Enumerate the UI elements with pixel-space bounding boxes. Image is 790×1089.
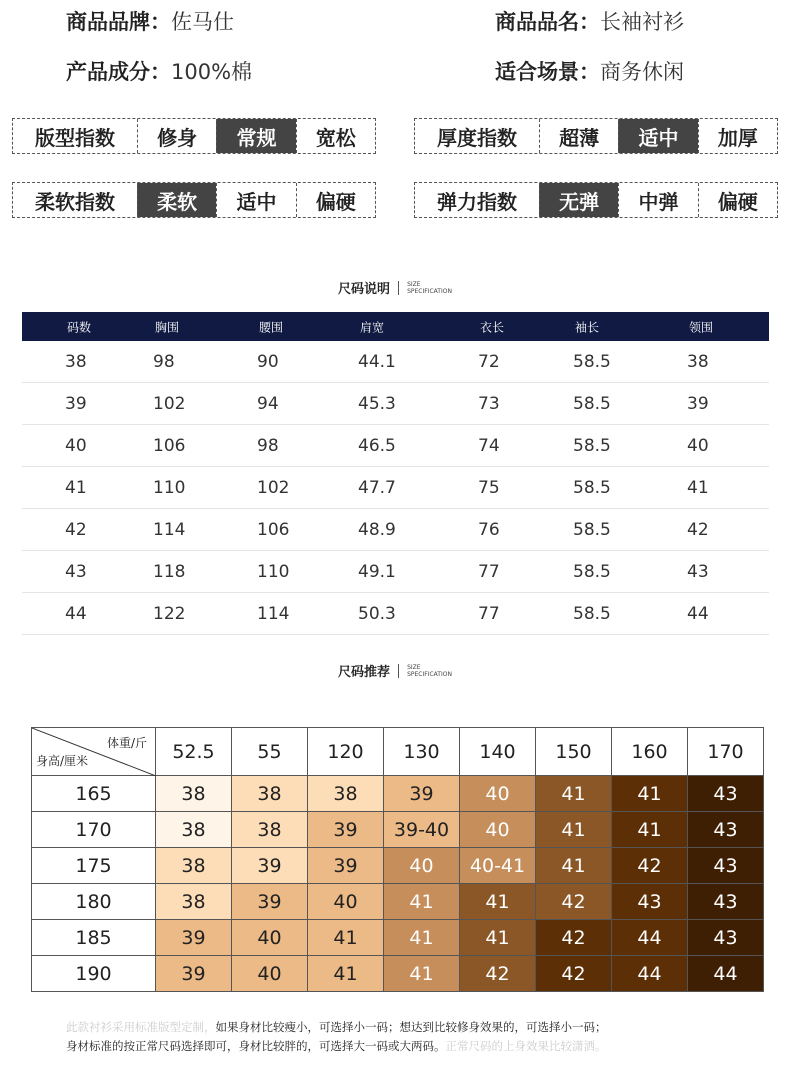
spec-header-cell: 袖长 xyxy=(575,320,600,334)
spec-cell: 106 xyxy=(257,519,290,540)
spec-cell: 75 xyxy=(478,477,500,498)
spec-cell: 45.3 xyxy=(358,393,396,414)
index-option: 常规 xyxy=(216,119,295,153)
info-value: 佐马仕 xyxy=(171,10,234,34)
note-text: 正常尺码的上身效果比较潇洒。 xyxy=(445,1039,607,1053)
size-cell: 42 xyxy=(460,956,536,992)
size-cell: 44 xyxy=(612,920,688,956)
size-cell: 40 xyxy=(232,920,308,956)
spec-cell: 114 xyxy=(153,519,186,540)
spec-cell: 49.1 xyxy=(358,561,396,582)
size-cell: 41 xyxy=(308,956,384,992)
table-row xyxy=(32,956,764,992)
spec-cell: 98 xyxy=(153,351,175,372)
note-text: 此款衬衫采用标准版型定制， xyxy=(66,1020,216,1034)
spec-cell: 58.5 xyxy=(573,351,611,372)
note-text: 身材标准的按正常尺码选择即可，身材比较胖的，可选择大一码或大两码。 xyxy=(66,1039,446,1053)
size-cell: 41 xyxy=(612,776,688,812)
size-cell: 44 xyxy=(688,956,764,992)
spec-cell: 58.5 xyxy=(573,477,611,498)
size-cell: 41 xyxy=(384,956,460,992)
section-subtitle xyxy=(407,281,452,295)
info-label: 商品品牌： xyxy=(66,10,171,34)
rec-header-row xyxy=(32,728,764,776)
size-cell: 39 xyxy=(308,848,384,884)
size-cell: 41 xyxy=(384,884,460,920)
size-cell: 39 xyxy=(384,776,460,812)
spec-cell: 38 xyxy=(65,351,87,372)
index-option: 加厚 xyxy=(698,119,777,153)
spec-cell: 58.5 xyxy=(573,393,611,414)
spec-cell: 50.3 xyxy=(358,603,396,624)
spec-cell: 74 xyxy=(478,435,500,456)
spec-cell: 114 xyxy=(257,603,290,624)
spec-header-cell: 肩宽 xyxy=(360,320,385,334)
spec-cell: 118 xyxy=(153,561,186,582)
index-option: 修身 xyxy=(137,119,216,153)
material-info xyxy=(66,56,252,86)
brand-info xyxy=(66,6,234,36)
note-text: 如果身材比较瘦小，可选择小一码；想达到比较修身效果的，可选择小一码； xyxy=(215,1020,607,1034)
height-cell: 190 xyxy=(32,956,156,992)
info-value: 长袖衬衫 xyxy=(600,10,684,34)
weight-header: 160 xyxy=(612,728,688,776)
spec-cell: 42 xyxy=(65,519,87,540)
size-cell: 39 xyxy=(156,956,232,992)
spec-cell: 94 xyxy=(257,393,279,414)
weight-header: 140 xyxy=(460,728,536,776)
size-note-line-2 xyxy=(66,1037,766,1056)
size-cell: 40 xyxy=(308,884,384,920)
size-cell: 38 xyxy=(232,776,308,812)
size-cell: 41 xyxy=(536,812,612,848)
height-axis-label: 身高/厘米 xyxy=(36,754,89,768)
spec-header-cell: 领围 xyxy=(689,320,714,334)
spec-cell: 102 xyxy=(257,477,290,498)
size-cell: 41 xyxy=(460,884,536,920)
table-row xyxy=(22,383,769,425)
size-cell: 38 xyxy=(156,776,232,812)
spec-cell: 77 xyxy=(478,561,500,582)
size-cell: 40 xyxy=(460,776,536,812)
size-cell: 38 xyxy=(156,884,232,920)
divider xyxy=(398,281,399,295)
table-row xyxy=(32,848,764,884)
divider xyxy=(398,664,399,678)
weight-header: 52.5 xyxy=(156,728,232,776)
size-cell: 41 xyxy=(384,920,460,956)
table-row xyxy=(22,425,769,467)
table-row xyxy=(22,467,769,509)
spec-cell: 47.7 xyxy=(358,477,396,498)
weight-header: 130 xyxy=(384,728,460,776)
corner-cell xyxy=(32,728,156,776)
index-option: 适中 xyxy=(216,183,295,217)
table-row xyxy=(22,509,769,551)
spec-cell: 40 xyxy=(687,435,709,456)
table-row xyxy=(32,776,764,812)
index-option: 偏硬 xyxy=(296,183,375,217)
spec-cell: 106 xyxy=(153,435,186,456)
table-row xyxy=(22,341,769,383)
size-cell: 43 xyxy=(688,848,764,884)
size-cell: 44 xyxy=(612,956,688,992)
size-cell: 41 xyxy=(612,812,688,848)
spec-header-cell: 腰围 xyxy=(259,320,284,334)
spec-cell: 102 xyxy=(153,393,186,414)
height-cell: 175 xyxy=(32,848,156,884)
size-cell: 43 xyxy=(688,812,764,848)
height-cell: 170 xyxy=(32,812,156,848)
index-option: 无弹 xyxy=(539,183,618,217)
spec-cell: 40 xyxy=(65,435,87,456)
weight-header: 150 xyxy=(536,728,612,776)
spec-cell: 110 xyxy=(257,561,290,582)
spec-cell: 41 xyxy=(65,477,87,498)
index-option: 柔软 xyxy=(137,183,216,217)
table-row xyxy=(32,920,764,956)
size-cell: 43 xyxy=(688,776,764,812)
size-rec-title xyxy=(0,661,790,680)
section-title: 尺码推荐 xyxy=(338,665,391,680)
spec-cell: 38 xyxy=(687,351,709,372)
height-cell: 180 xyxy=(32,884,156,920)
spec-cell: 98 xyxy=(257,435,279,456)
size-cell: 42 xyxy=(536,884,612,920)
size-cell: 42 xyxy=(612,848,688,884)
spec-cell: 77 xyxy=(478,603,500,624)
size-cell: 40 xyxy=(232,956,308,992)
spec-cell: 41 xyxy=(687,477,709,498)
table-row xyxy=(32,812,764,848)
table-row xyxy=(22,593,769,635)
spec-cell: 58.5 xyxy=(573,603,611,624)
weight-axis-label: 体重/斤 xyxy=(106,736,147,750)
subtitle-line: SPECIFICATION xyxy=(407,670,452,678)
size-cell: 41 xyxy=(308,920,384,956)
index-group xyxy=(414,182,778,218)
size-spec-table xyxy=(22,312,769,635)
size-cell: 41 xyxy=(536,776,612,812)
size-cell: 43 xyxy=(688,920,764,956)
index-label: 版型指数 xyxy=(35,125,115,150)
size-cell: 42 xyxy=(536,920,612,956)
index-label: 弹力指数 xyxy=(437,189,517,214)
size-cell: 39 xyxy=(308,812,384,848)
info-value: 100%棉 xyxy=(171,60,253,84)
spec-cell: 122 xyxy=(153,603,186,624)
table-row xyxy=(32,884,764,920)
spec-cell: 44.1 xyxy=(358,351,396,372)
spec-cell: 39 xyxy=(65,393,87,414)
index-group xyxy=(414,118,778,154)
spec-cell: 48.9 xyxy=(358,519,396,540)
info-label: 产品成分： xyxy=(66,60,171,84)
size-cell: 43 xyxy=(612,884,688,920)
height-cell: 185 xyxy=(32,920,156,956)
spec-cell: 58.5 xyxy=(573,435,611,456)
index-option: 超薄 xyxy=(539,119,618,153)
size-cell: 39 xyxy=(232,884,308,920)
spec-header-row xyxy=(22,312,769,341)
spec-cell: 72 xyxy=(478,351,500,372)
size-cell: 39 xyxy=(156,920,232,956)
spec-cell: 46.5 xyxy=(358,435,396,456)
spec-cell: 43 xyxy=(65,561,87,582)
spec-cell: 43 xyxy=(687,561,709,582)
index-option: 偏硬 xyxy=(698,183,777,217)
spec-header-cell: 胸围 xyxy=(155,320,180,334)
index-option: 宽松 xyxy=(296,119,375,153)
spec-header-cell: 码数 xyxy=(67,320,92,334)
section-title: 尺码说明 xyxy=(338,282,391,297)
size-spec-title xyxy=(0,278,790,297)
size-cell: 38 xyxy=(232,812,308,848)
spec-cell: 39 xyxy=(687,393,709,414)
size-cell: 40 xyxy=(460,812,536,848)
spec-cell: 90 xyxy=(257,351,279,372)
size-cell: 41 xyxy=(536,848,612,884)
size-cell: 38 xyxy=(156,848,232,884)
index-group xyxy=(12,118,376,154)
info-label: 适合场景： xyxy=(495,60,600,84)
index-option: 中弹 xyxy=(618,183,697,217)
size-cell: 39 xyxy=(232,848,308,884)
spec-cell: 76 xyxy=(478,519,500,540)
size-cell: 40 xyxy=(384,848,460,884)
weight-header: 55 xyxy=(232,728,308,776)
spec-cell: 73 xyxy=(478,393,500,414)
subtitle-line: SIZE xyxy=(407,280,421,288)
spec-cell: 110 xyxy=(153,477,186,498)
weight-header: 120 xyxy=(308,728,384,776)
size-recommendation-table xyxy=(31,727,764,992)
info-value: 商务休闲 xyxy=(600,60,684,84)
size-cell: 43 xyxy=(688,884,764,920)
size-cell: 38 xyxy=(156,812,232,848)
spec-header-cell: 衣长 xyxy=(480,320,505,334)
info-label: 商品品名： xyxy=(495,10,600,34)
spec-cell: 58.5 xyxy=(573,519,611,540)
spec-cell: 42 xyxy=(687,519,709,540)
subtitle-line: SPECIFICATION xyxy=(407,287,452,295)
product-name-info xyxy=(495,6,684,36)
index-label: 厚度指数 xyxy=(437,125,517,150)
index-option: 适中 xyxy=(618,119,697,153)
section-subtitle xyxy=(407,664,452,678)
table-row xyxy=(22,551,769,593)
spec-cell: 58.5 xyxy=(573,561,611,582)
index-group xyxy=(12,182,376,218)
spec-cell: 44 xyxy=(65,603,87,624)
size-note-line-1 xyxy=(66,1018,766,1037)
size-cell: 38 xyxy=(308,776,384,812)
size-cell: 39-40 xyxy=(384,812,460,848)
index-label: 柔软指数 xyxy=(35,189,115,214)
scene-info xyxy=(495,56,684,86)
size-cell: 42 xyxy=(536,956,612,992)
size-cell: 41 xyxy=(460,920,536,956)
height-cell: 165 xyxy=(32,776,156,812)
weight-header: 170 xyxy=(688,728,764,776)
subtitle-line: SIZE xyxy=(407,663,421,671)
spec-cell: 44 xyxy=(687,603,709,624)
size-cell: 40-41 xyxy=(460,848,536,884)
